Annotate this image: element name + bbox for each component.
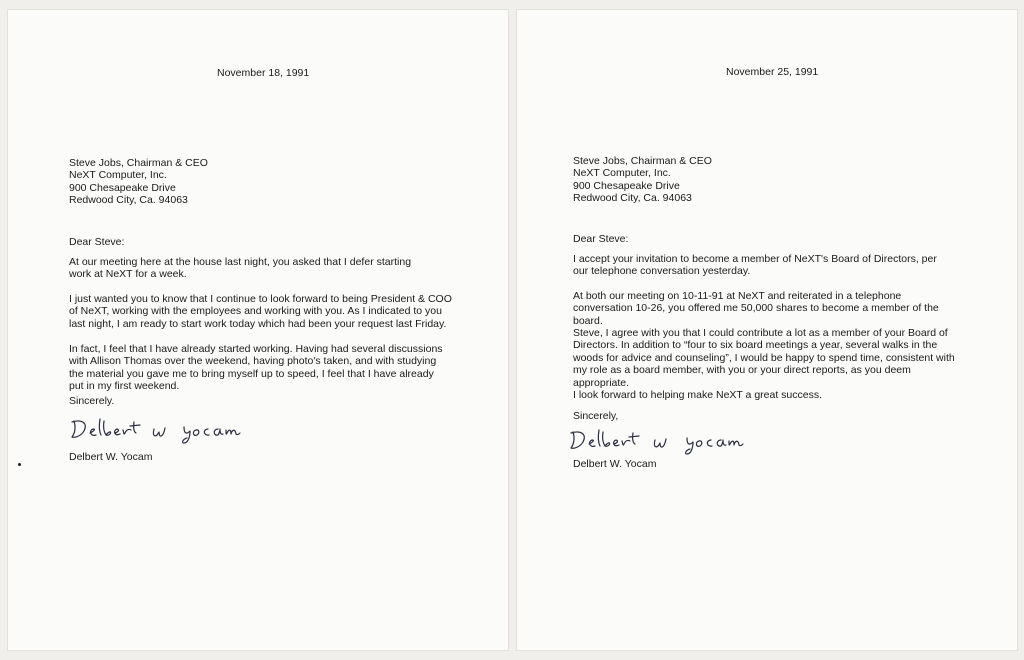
letter-date: November 25, 1991 [726,66,819,78]
closing: Sincerely. [69,395,115,407]
signer-name: Delbert W. Yocam [573,458,657,470]
paper-speck [18,463,21,466]
salutation: Dear Steve: [69,236,125,248]
signer-name: Delbert W. Yocam [69,451,153,463]
body-paragraph: I accept your invitation to become a member of NeXT's Board of Directors, per our telephone conversation yesterday. [573,253,937,278]
address-line: 900 Chesapeake Drive [69,181,176,194]
address-line: NeXT Computer, Inc. [69,169,167,182]
recipient-address [573,155,712,205]
body-paragraph: In fact, I feel that I have already started working. Having had several discussions with Allison Thomas over the weekend, having photo's taken, and with studying the material you gave me to bring myself up to speed, I feel that I have already put in my first weekend. [69,343,443,393]
handwritten-signature [563,424,773,456]
letter-page-1 [8,10,508,650]
address-line: Steve Jobs, Chairman & CEO [573,155,712,167]
letter-page-2 [517,10,1017,650]
address-line: Redwood City, Ca. 94063 [573,192,692,205]
address-line: NeXT Computer, Inc. [573,167,671,180]
address-line: Redwood City, Ca. 94063 [69,194,188,207]
letter-date: November 18, 1991 [217,67,310,79]
salutation: Dear Steve: [573,233,629,245]
body-paragraph: At our meeting here at the house last night, you asked that I defer starting work at NeXT for a week. [69,256,412,281]
body-paragraph: Steve, I agree with you that I could contribute a lot as a member of your Board of Directors. In addition to “four to six board meetings a year, several walks in the woods for advice and counseling”, I would be happy to spend time, consistent with my role as a board member, with you or your direct reports, as you deem appropriate. [573,327,955,389]
address-line: 900 Chesapeake Drive [573,179,680,192]
body-paragraph: I look forward to helping make NeXT a great success. [573,389,823,401]
body-paragraph: At both our meeting on 10-11-91 at NeXT and reiterated in a telephone conversation 10-26, you offered me 50,000 shares to become a member of the board. [573,290,939,327]
recipient-address [69,157,208,207]
body-paragraph: I just wanted you to know that I continue to look forward to being President & COO of NeXT, working with the employees and working with you. As I indicated to you last night, I am ready to start work today which had been your request last Friday. [69,293,452,330]
closing: Sincerely, [573,410,619,422]
address-line: Steve Jobs, Chairman & CEO [69,157,208,169]
handwritten-signature [66,413,256,445]
